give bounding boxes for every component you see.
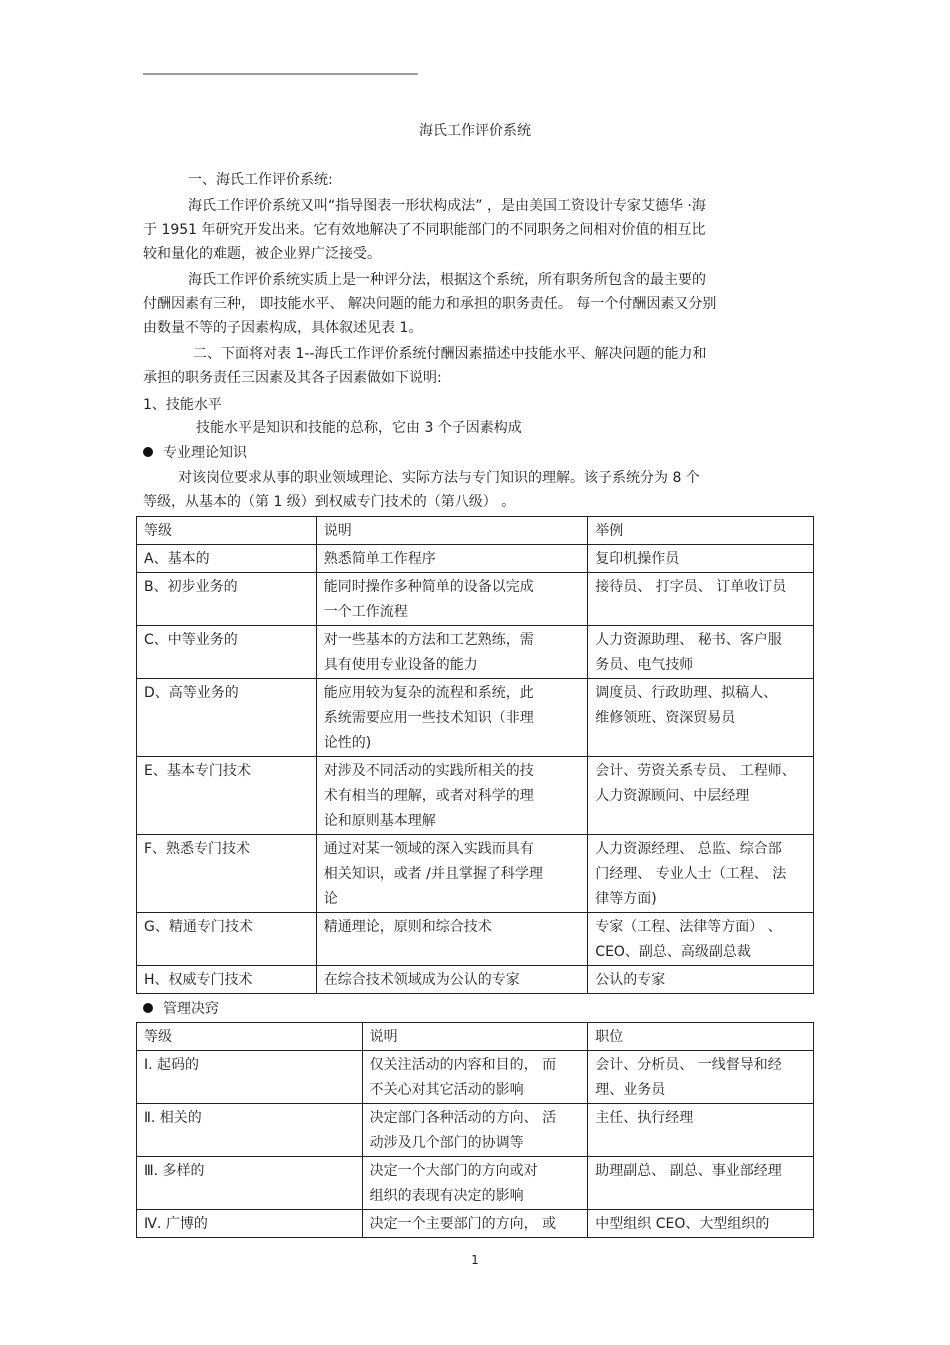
para1-line1: 海氏工作评价系统又叫“指导图表一形状构成法” ，是由美国工资设计专家艾德华 ·海 [188,198,706,214]
cell-line: 决定部门各种活动的方向、 活 [369,1110,557,1126]
table-cell [137,1104,363,1157]
table-cell [316,757,588,835]
cell-line: CEO、副总、高级副总裁 [595,944,751,960]
cell-line: 不关心对其它活动的影响 [369,1082,524,1098]
t2-header-row [137,1023,814,1051]
bullet-icon [143,447,153,457]
cell-line: B、初步业务的 [144,579,238,595]
cell-line: 论 [323,891,338,907]
cell-line: 人力资源顾问、中层经理 [595,788,750,804]
table-cell [362,1104,588,1157]
cell-line: 人力资源助理、 秘书、客户服 [595,632,782,648]
t1-header-cell: 举例 [588,517,814,545]
cell-line: 接待员、 打字员、 订单收订员 [595,579,787,595]
item1-description: 技能水平是知识和技能的总称，它由 3 个子因素构成 [196,420,522,436]
table-cell [137,966,317,994]
bullet1-desc-line1: 对该岗位要求从事的职业领域理论、实际方法与专门知识的理解。该子系统分为 8 个 [178,470,700,486]
table-row [137,1157,814,1210]
table-cell [588,679,814,757]
cell-line: 助理副总、 副总、事业部经理 [595,1163,782,1179]
cell-line: 专家（工程、法律等方面） 、 [595,919,782,935]
table-cell [137,573,317,626]
cell-line: 务员、电气技师 [595,657,694,673]
cell-line: 论和原则基本理解 [323,813,436,829]
t2-header-cell: 职位 [588,1023,814,1051]
cell-line: 仅关注活动的内容和目的， 而 [369,1057,557,1073]
table-cell [316,913,588,966]
cell-line: 决定一个大部门的方向或对 [369,1163,538,1179]
table-cell [137,913,317,966]
para2-line3: 由数量不等的子因素构成，具体叙述见表 1。 [143,320,423,336]
para1-line3: 较和量化的难题，被企业界广泛接受。 [143,246,381,262]
table-cell [137,1157,363,1210]
table-cell [137,757,317,835]
table-cell [137,679,317,757]
cell-line: 公认的专家 [595,972,666,988]
bullet-management-knowhow [143,999,219,1019]
cell-line: 律等方面) [595,891,657,907]
table-row [137,679,814,757]
table-cell [316,679,588,757]
table-cell [588,545,814,573]
cell-line: 论性的) [323,735,372,751]
cell-line: D、高等业务的 [144,685,239,701]
section2-line2: 承担的职务责任三因素及其各子因素做如下说明: [143,370,442,386]
table-row [137,835,814,913]
table-cell [362,1210,588,1238]
cell-line: 能应用较为复杂的流程和系统，此 [323,685,534,701]
para2-line1: 海氏工作评价系统实质上是一种评分法，根据这个系统，所有职务所包含的最主要的 [188,272,706,288]
bullet1-desc-line2: 等级，从基本的（第 1 级）到权威专门技术的（第八级） 。 [143,494,516,510]
table-cell [137,626,317,679]
table-cell [137,1051,363,1104]
t1-header-cell: 等级 [137,517,317,545]
cell-line: 调度员、行政助理、拟稿人、 [595,685,778,701]
cell-line: C、中等业务的 [144,632,238,648]
table-cell [588,1104,814,1157]
cell-line: 在综合技术领域成为公认的专家 [323,972,520,988]
t2-header-cell: 说明 [362,1023,588,1051]
table-cell [588,1157,814,1210]
cell-line: A、基本的 [144,551,210,567]
cell-line: 熟悉简单工作程序 [323,551,436,567]
cell-line: 精通理论，原则和综合技术 [323,919,492,935]
item1-heading: 1、技能水平 [143,397,222,413]
table-cell [137,835,317,913]
section2-line1: 二、下面将对表 1--海氏工作评价系统付酬因素描述中技能水平、解决问题的能力和 [193,346,707,362]
t1-header-row [137,517,814,545]
cell-line: 维修领班、资深贸易员 [595,710,736,726]
table-row [137,1104,814,1157]
para1-line2: 于 1951 年研究开发出来。它有效地解决了不同职能部门的不同职务之间相对价值的相互比 [143,222,706,238]
header-dashed-rule: ———————————————————————————————————————— [143,66,417,82]
table-cell [316,626,588,679]
cell-line: 会计、分析员、 一线督导和经 [595,1057,782,1073]
cell-line: 对一些基本的方法和工艺熟练，需 [323,632,534,648]
cell-line: Ⅱ. 相关的 [144,1110,202,1126]
para2-line2: 付酬因素有三种， 即技能水平、 解决问题的能力和承担的职务责任。 每一个付酬因素又分别 [143,296,717,312]
bullet2-label: 管理决窍 [163,1001,219,1017]
cell-line: 中型组织 CEO、大型组织的 [595,1216,770,1232]
cell-line: 动涉及几个部门的协调等 [369,1135,524,1151]
table-cell [137,1210,363,1238]
cell-line: Ⅳ. 广博的 [144,1216,208,1232]
cell-line: H、权威专门技术 [144,972,253,988]
table-cell [362,1051,588,1104]
bullet-professional-knowledge [143,443,247,463]
table-row [137,626,814,679]
cell-line: 能同时操作多种简单的设备以完成 [323,579,534,595]
table-row [137,757,814,835]
cell-line: 一个工作流程 [323,604,408,620]
t2-header-cell: 等级 [137,1023,363,1051]
cell-line: 决定一个主要部门的方向， 或 [369,1216,557,1232]
table-cell [588,1051,814,1104]
cell-line: 理、业务员 [595,1082,666,1098]
cell-line: G、精通专门技术 [144,919,253,935]
table-cell [588,966,814,994]
cell-line: 会计、劳资关系专员、 工程师、 [595,763,796,779]
table-cell [316,573,588,626]
cell-line: 相关知识，或者 /并且掌握了科学理 [323,866,543,882]
table-cell [588,1210,814,1238]
cell-line: 主任、执行经理 [595,1110,694,1126]
cell-line: E、基本专门技术 [144,763,251,779]
table-row [137,966,814,994]
knowledge-levels-table [136,516,814,994]
cell-line: 术有相当的理解，或者对科学的理 [323,788,534,804]
table-row [137,573,814,626]
cell-line: 对涉及不同活动的实践所相关的技 [323,763,534,779]
cell-line: 系统需要应用一些技术知识（非理 [323,710,534,726]
bullet1-label: 专业理论知识 [163,445,247,461]
table-cell [588,573,814,626]
table-row [137,1210,814,1238]
bullet-icon [143,1003,153,1013]
cell-line: 复印机操作员 [595,551,680,567]
table-cell [362,1157,588,1210]
table-cell [316,545,588,573]
table-cell [588,757,814,835]
table-cell [316,835,588,913]
table-row [137,1051,814,1104]
cell-line: 组织的表现有决定的影响 [369,1188,524,1204]
cell-line: F、熟悉专门技术 [144,841,251,857]
t1-header-cell: 说明 [316,517,588,545]
cell-line: 通过对某一领域的深入实践而具有 [323,841,534,857]
management-levels-table [136,1022,814,1238]
cell-line: Ⅲ. 多样的 [144,1163,205,1179]
table-cell [588,626,814,679]
cell-line: 人力资源经理、 总监、综合部 [595,841,782,857]
table-cell [588,913,814,966]
page-title: 海氏工作评价系统 [419,123,531,139]
table-cell [316,966,588,994]
page-number: 1 [471,1253,479,1267]
table-cell [137,545,317,573]
table-row [137,545,814,573]
table-row [137,913,814,966]
cell-line: Ⅰ. 起码的 [144,1057,200,1073]
section1-heading: 一、海氏工作评价系统: [188,172,333,188]
cell-line: 门经理、 专业人士（工程、 法 [595,866,787,882]
cell-line: 具有使用专业设备的能力 [323,657,478,673]
table-cell [588,835,814,913]
